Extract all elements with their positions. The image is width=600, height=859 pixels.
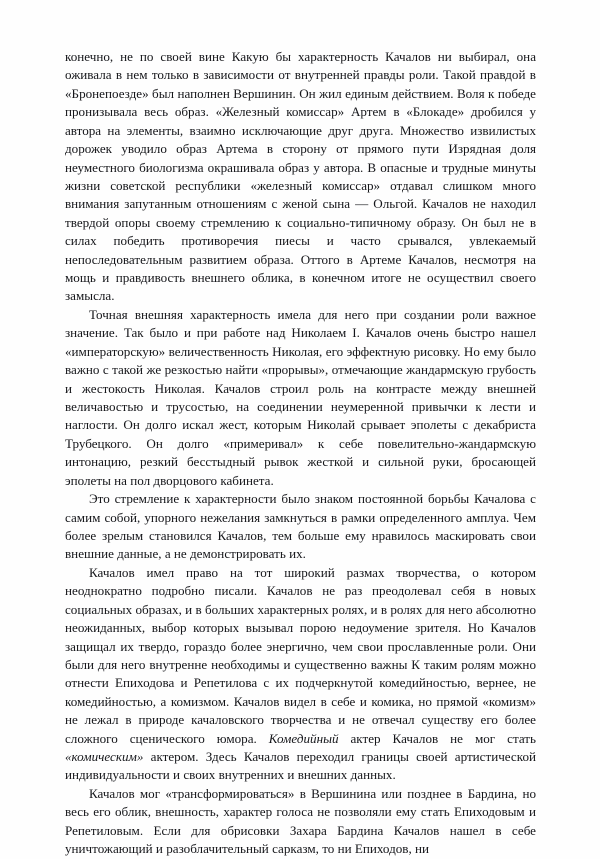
- paragraph-4-segment-5: актером. Здесь Качалов переходил границы своей артистической индивидуальности и своих внутренних и внешних данных.: [65, 749, 536, 783]
- paragraph-5: Качалов мог «трансформироваться» в Вершинина или позднее в Бардина, но весь его облик, внешность, характер голоса не позволяли ему стать Епиходовым и Репетиловым. Если для обрисовки Захара Бардина Качалов нашел в себе уничтожающий и разоблачительный сарказм, то ни Епиходов, ни: [65, 785, 536, 857]
- paragraph-4-italic-komediyny: Комедийный: [268, 730, 339, 746]
- paragraph-4: [65, 564, 536, 785]
- paragraph-4-italic-komicheskim: «комическим»: [65, 749, 144, 765]
- paragraph-4-segment-3: актер Качалов не мог стать: [338, 730, 536, 746]
- paragraph-4-segment-1: Качалов имел право на тот широкий размах творчества, о котором неоднократно подробно писали. Качалов не раз преодолевал себя в новых социальных образах, и в больших характерных ролях, и в ролях для него абсолютно неожиданных, выбор которых вызывал порою недоумение зрителя. Но Качалов защищал их твердо, гораздо более энергично, чем свои прославленные роли. Они были для него внутренне необходимы и существенно важны К таким ролям можно отнести Епиходова и Репетилова с их подчеркнутой комедийностью, вернее, не комедийностью, а комизмом. Качалов видел в себе и комика, но прямой «комизм» не лежал в природе качаловского творчества и не отвечал существу его более сложного сценического юмора.: [65, 564, 536, 746]
- paragraph-2: Точная внешняя характерность имела для него при создании роли важное значение. Так было и при работе над Николаем I. Качалов очень быстро нашел «императорскую» величественность Николая, его эффектную рисовку. Но ему было важно с такой же резкостью найти «прорывы», отмечающие жандармскую грубость и жестокость Николая. Качалов строил роль на контрасте между внешней величавостью и трусостью, на соединении неумеренной привычки к лести и наглости. Он долго искал жест, которым Николай срывает эполеты с декабриста Трубецкого. Он долго «примеривал» к себе повелительно-жандармскую интонацию, резкий бесстыдный рывок жесткой и сильной руки, бросающей эполеты на пол дворцового кабинета.: [65, 306, 536, 488]
- paragraph-1: конечно, не по своей вине Какую бы характерность Качалов ни выбирал, она оживала в нем только в зависимости от внутренней правды роли. Такой правдой в «Бронепоезде» был наполнен Вершинин. Он жил единым действием. Воля к победе пронизывала весь образ. «Железный комиссар» Артем в «Блокаде» дробился у автора на элементы, взаимно исключающие друг друга. Множество извилистых дорожек уводило образ Артема в сторону от прямого пути Изрядная доля неуместного биологизма окрашивала образ у автора. В опасные и трудные минуты жизни советской республики «железный комиссар» отдавал слишком много внимания запутанным отношениям с женой сына — Ольгой. Качалов не находил твердой опоры своему стремлению к социально-типичному образу. Он был не в силах победить противоречия пиесы и часто срывался, увлекаемый непоследовательным развитием образа. Оттого в Артеме Качалов, несмотря на мощь и правдивость внешнего облика, в конечном итоге не осуществил своего замысла.: [65, 49, 536, 304]
- paragraph-3: Это стремление к характерности было знаком постоянной борьбы Качалова с самим собой, упорного нежелания замкнуться в рамки определенного амплуа. Чем более зрелым становился Качалов, тем больше ему нравилось маскировать свои внешние данные, а не демонстрировать их.: [65, 491, 536, 562]
- page-body: [65, 48, 536, 859]
